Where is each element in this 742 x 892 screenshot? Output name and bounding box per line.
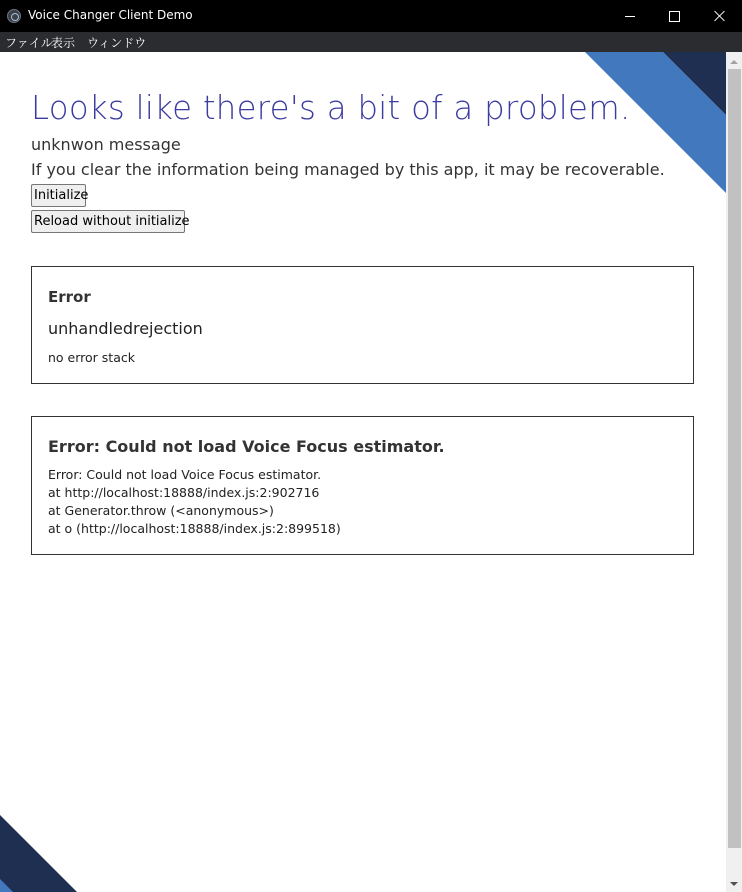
error-message: unknwon message: [31, 135, 181, 154]
maximize-icon: [669, 11, 680, 22]
reload-without-initialize-button[interactable]: Reload without initialize: [31, 210, 185, 233]
vertical-scrollbar[interactable]: [726, 52, 742, 892]
stack-line: at Generator.throw (<anonymous>): [48, 503, 274, 518]
stack-line: Error: Could not load Voice Focus estimator.: [48, 467, 322, 482]
scroll-down-arrow-icon[interactable]: [730, 882, 738, 886]
menu-view[interactable]: 表示: [51, 36, 76, 50]
error-stack: [48, 349, 135, 367]
app-icon: [7, 9, 21, 23]
scroll-thumb[interactable]: [728, 69, 741, 848]
stack-line: at o (http://localhost:18888/index.js:2:899518): [48, 521, 341, 536]
window-title: Voice Changer Client Demo: [28, 8, 193, 22]
maximize-button[interactable]: [651, 0, 697, 32]
error-stack: [48, 466, 341, 538]
error-type: unhandledrejection: [48, 319, 203, 338]
stack-line: at http://localhost:18888/index.js:2:902716: [48, 485, 320, 500]
initialize-button[interactable]: Initialize: [31, 184, 86, 207]
menu-bar: [0, 32, 742, 52]
menu-file[interactable]: ファイル: [5, 36, 53, 50]
error-title: Error: Could not load Voice Focus estimator.: [48, 437, 445, 456]
error-card: [31, 416, 694, 555]
minimize-icon: [625, 16, 635, 17]
stack-line: no error stack: [48, 350, 135, 365]
scroll-up-arrow-icon[interactable]: [730, 60, 738, 64]
menu-window[interactable]: ウィンドウ: [87, 36, 147, 50]
recovery-hint: If you clear the information being managed by this app, it may be recoverable.: [31, 160, 665, 179]
error-card: [31, 266, 694, 384]
close-button[interactable]: [697, 0, 742, 32]
error-title: Error: [48, 288, 91, 306]
title-bar: [0, 0, 742, 32]
close-icon: [714, 10, 726, 22]
minimize-button[interactable]: [607, 0, 653, 32]
page-title: Looks like there's a bit of a problem.: [31, 88, 631, 127]
error-page: [0, 52, 726, 892]
